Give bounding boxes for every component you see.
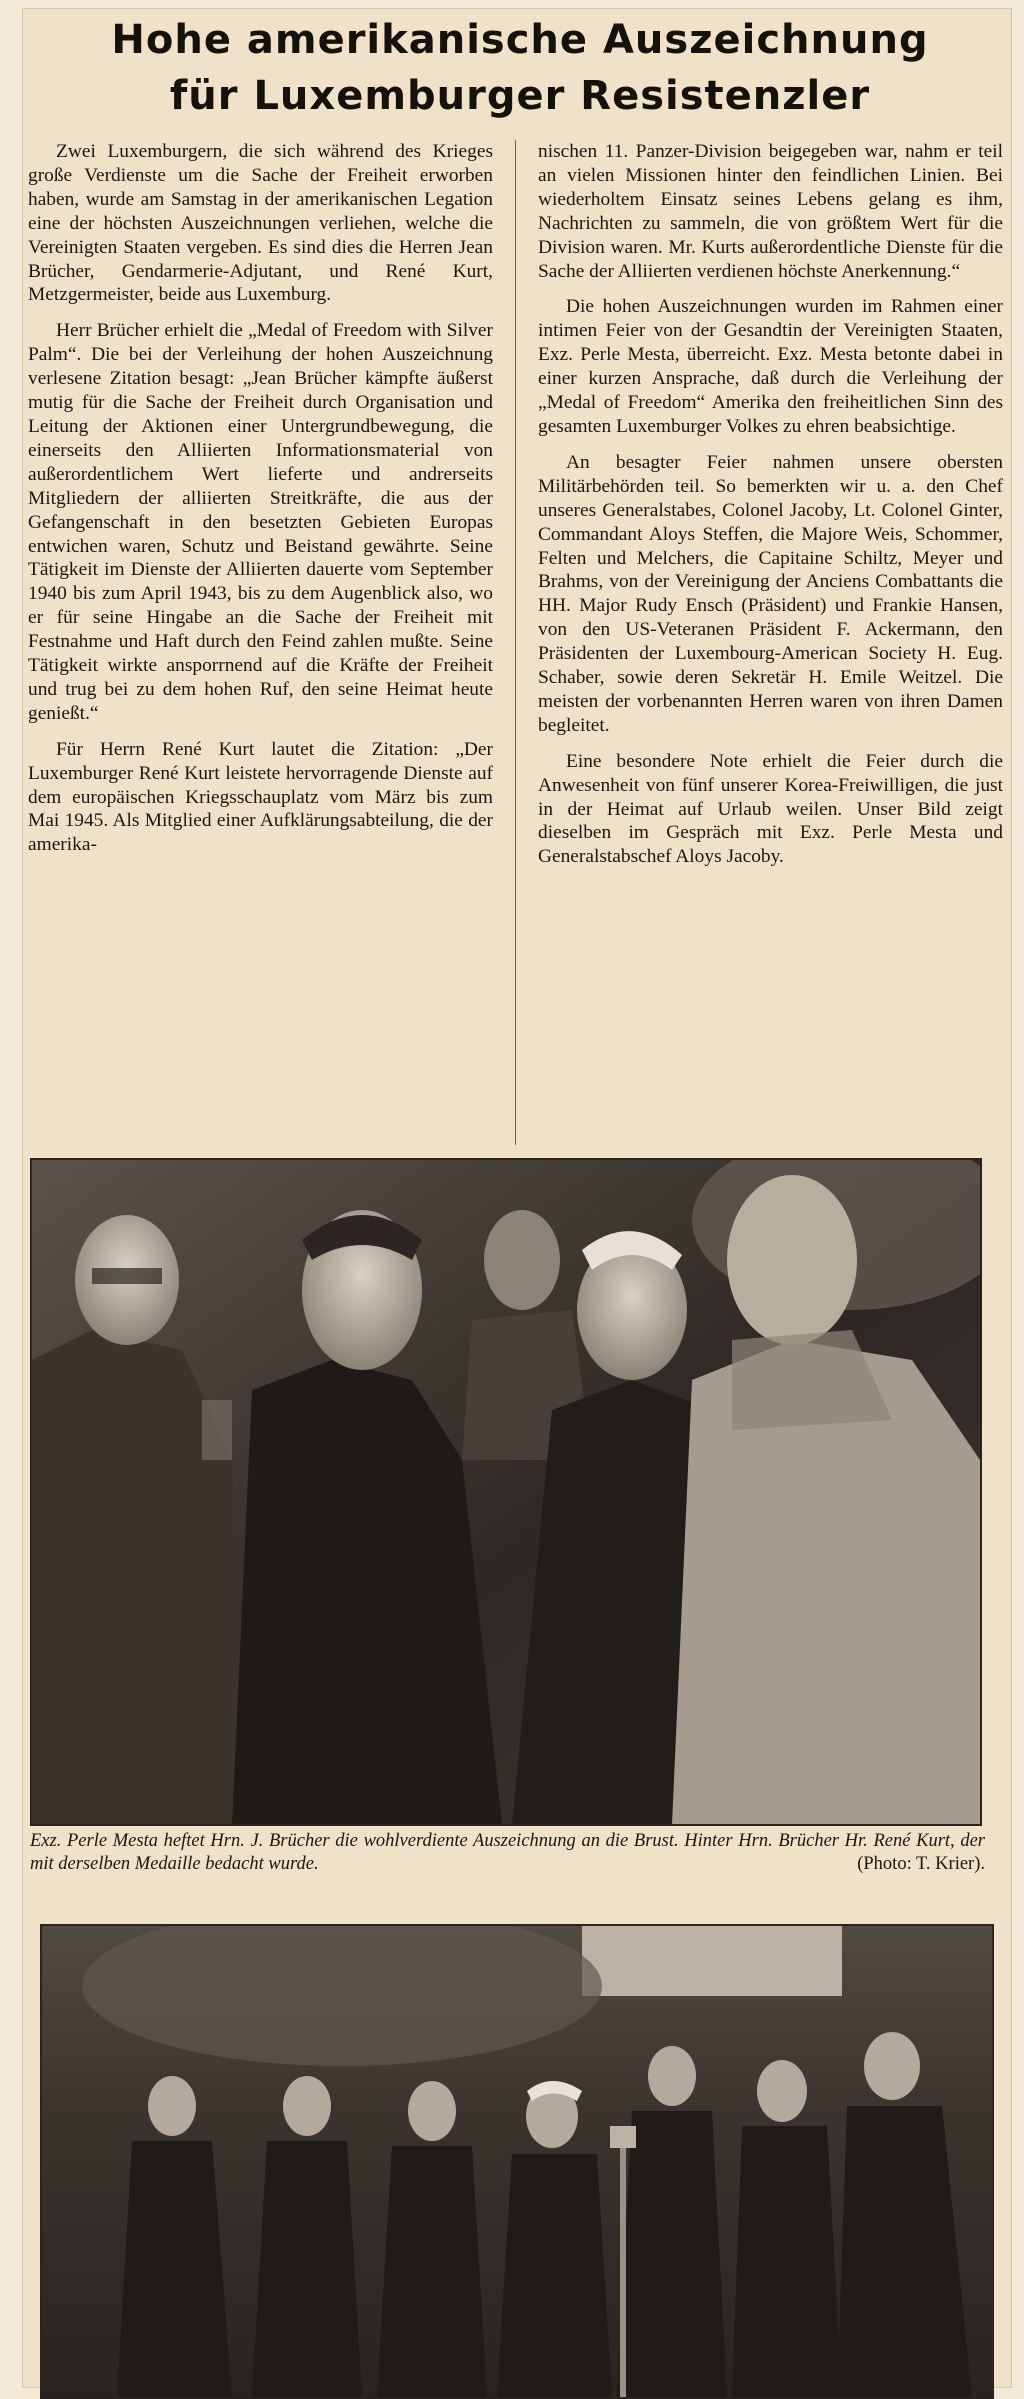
paragraph: Herr Brücher erhielt die „Medal of Freedom with Silver Palm“. Die bei der Verleihung der hohen Auszeichnung verlesene Zitation besagt: „Jean Brücher kämpfte äußerst mutig für die Sache der Freiheit durch Organisation und Leitung der Aktionen einer Untergrundbewegung, die einerseits den Alliierten Informationsmaterial von außerordentlichem Wert lieferte und andrerseits Mitgliedern der alliierten Streitkräfte, die aus der Gefangenschaft in den besetzten Gebieten Europas entwichen waren, Schutz und Beistand gewährte. Seine Tätigkeit im Dienste der Alliierten dauerte vom September 1940 bis zum April 1943, bis zu dem Augenblick also, wo er für seine Hingabe an die Sache der Freiheit mit Festnahme und Haft durch den Feind zahlen mußte. Seine Tätigkeit wirkte ansporrnend auf die Kräfte der Freiheit und trug bei zu dem hohen Ruf, den seine Heimat heute genießt.“ xyxy=(28,320,493,724)
article-column-left xyxy=(28,140,493,1145)
article-column-right xyxy=(538,140,1003,1145)
column-divider xyxy=(515,140,516,1145)
article-body xyxy=(28,140,1003,1145)
photo-credit: (Photo: T. Krier). xyxy=(857,1854,985,1874)
photo-group-volunteers xyxy=(40,1924,994,2399)
paragraph: Zwei Luxemburgern, die sich während des Krieges große Verdienste um die Sache der Freiheit erworben haben, wurde am Samstag in der amerikanischen Legation eine der höchsten Auszeichnungen verliehen, welche die Vereinigten Staaten vergeben. Es sind dies die Herren Jean Brücher, Gendarmerie-Adjutant, und René Kurt, Metzgermeister, beide aus Luxemburg. xyxy=(28,141,493,306)
paragraph: Für Herrn René Kurt lautet die Zitation: „Der Luxemburger René Kurt leistete hervorragende Dienste auf dem europäischen Kriegsschauplatz vom März bis zum Mai 1945. Als Mitglied einer Aufklärungsabteilung, die der amerika- xyxy=(28,738,493,856)
headline xyxy=(40,12,1000,124)
paragraph: Die hohen Auszeichnungen wurden im Rahmen einer intimen Feier von der Gesandtin der Vereinigten Staaten, Exz. Perle Mesta, überreicht. Exz. Mesta betonte dabei in einer kurzen Ansprache, daß durch die Verleihung der „Medal of Freedom“ Amerika den freiheitlichen Sinn des gesamten Luxemburger Volkes zu ehren beabsichtige. xyxy=(538,296,1003,437)
headline-line-1: Hohe amerikanische Auszeichnung xyxy=(111,17,929,63)
paragraph: Eine besondere Note erhielt die Feier durch die Anwesenheit von fünf unserer Korea-Freiwilligen, die just in der Heimat auf Urlaub weilen. Unser Bild zeigt dieselben im Gespräch mit Exz. Perle Mesta und Generalstabschef Aloys Jacoby. xyxy=(538,750,1003,868)
photo-medal-ceremony xyxy=(30,1158,982,1826)
paragraph: nischen 11. Panzer-Division beigegeben war, nahm er teil an vielen Missionen hinter den feindlichen Linien. Bei wiederholtem Einsatz seines Lebens gelang es ihm, Nachrichten zu sammeln, die von größtem Wert für die Division waren. Mr. Kurts außerordentliche Dienste für die Sache der Alliierten verdienen höchste Anerkennung.“ xyxy=(538,141,1003,282)
photo-caption xyxy=(30,1830,985,1876)
paragraph: An besagter Feier nahmen unsere obersten Militärbehörden teil. So bemerkten wir u. a. den Chef unseres Generalstabes, Colonel Jacoby, Lt. Colonel Ginter, Commandant Aloys Steffen, die Majore Weis, Schommer, Felten und Melchers, die Capitaine Schiltz, Meyer und Brahms, von der Vereinigung der Anciens Combattants die HH. Major Rudy Ensch (Präsident) und Frankie Hansen, von den US-Veteranen Präsident F. Ackermann, den Präsidenten der Luxembourg-American Society H. Eug. Schaber, sowie deren Sekretär H. Emile Weitzel. Die meisten der vorbenannten Herren waren von ihren Damen begleitet. xyxy=(538,451,1003,736)
caption-text: Exz. Perle Mesta heftet Hrn. J. Brücher die wohlverdiente Auszeichnung an die Brust. Hinter Hrn. Brücher Hr. René Kurt, der mit derselben Medaille bedacht wurde. xyxy=(30,1831,985,1874)
headline-line-2: für Luxemburger Resistenzler xyxy=(169,73,871,119)
